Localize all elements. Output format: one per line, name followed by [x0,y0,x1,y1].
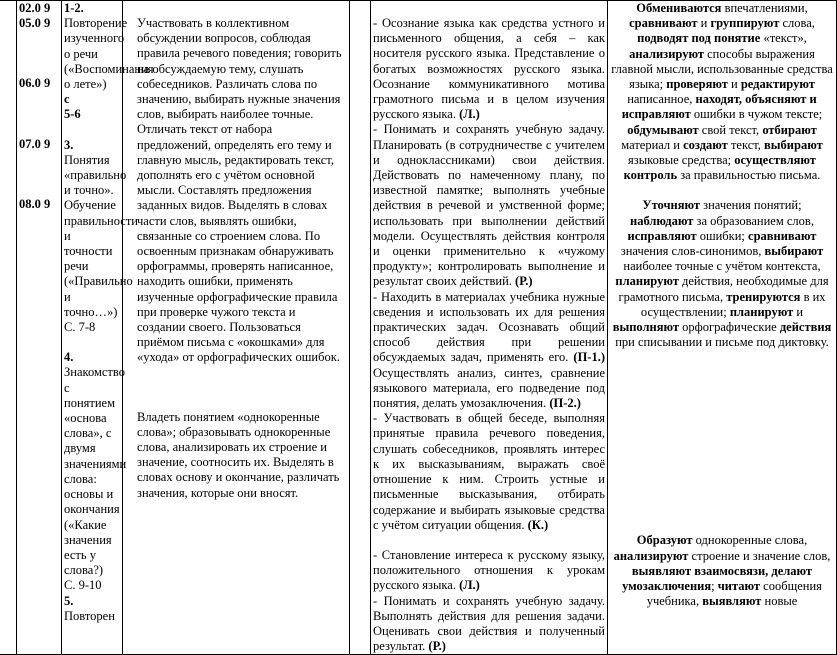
uud-block-3: Образуют однокоренные слова, анализируют строение и значение слов, выявляют взаимосвязи, делают умозаключения; читают сообщения учебника, выявляют новые [613,533,831,609]
date-1: 02.0 9 [19,1,51,15]
topic-4-number: 4. [64,350,74,365]
topic-3-pages: С. 7-8 [64,320,96,335]
topic-4-text: Знакомство с понятием «основа слова», с двумя значениями слова: основы и окончания («Какие значения есть у слова?) [64,365,127,578]
result-cognitive: - Находить в материалах учебника нужные сведения и использовать их для решения практических задач. Осознавать общий способ действия при решении обсуждаемых задач, применять его. (П-1.) Осуществлять анализ, синтез, сравнение языкового материала, его подведение под понятия, делать умозаключения. (П-2.) [373,289,605,411]
activities-cell [123,1,350,655]
uud-block-2: Уточняют значения понятий; наблюдают за образованием слов, исправляют ошибки; сравнивают значения слов-синонимов, выбирают наиболее точные с учётом контекста, планируют действия, необходимые для грамотного письма, тренируются в их осуществлении; планируют и выполняют орфографические действия при списывании и письме под диктовку. [612,198,832,350]
topic-4-pages: С. 9-10 [64,578,102,593]
topic-3-text: Понятия «правильно и точно». Обучение правильности и точности речи («Правильно и точно…») [64,152,138,319]
topic-1-pages-prefix: с [64,92,70,107]
table-row [0,1,837,655]
result-regulatory: - Понимать и сохранять учебную задачу. Планировать (в сотрудничестве с учителем и одноклассниками) свои действия. Действовать по намеченному плану, по известной памятке; выполнять учебные действия в речевой и умственной форме; использовать при выполнении действий модели. Осуществлять действия контроля и оценки применительно к «чужому продукту»; контролировать выполнение и результат своих действий. (Р.) [373,122,605,289]
topic-3-number: 3. [64,137,74,152]
date-2: 05.0 9 [19,16,51,31]
topic-5-number: 5. [64,593,74,608]
result-personal: - Осознание языка как средства устного и письменного общения, а себя – как носителя русского языка. Представление о богатых возможностях русского языка. Осознание коммуникативного мотива грамотного письма и в целом изучения русского языка. (Л.) [373,16,605,122]
row-marker-cell [0,1,17,655]
dates-cell [17,1,62,655]
date-5: 08.0 9 [19,196,51,211]
topic-5-text: Повторен [64,608,115,623]
results-cell [371,1,608,655]
uud-block-1: Обмениваются впечатлениями, сравнивают и группируют слова, подводят под понятие «текст», анализируют способы выражения главной мысли, использованные средства языка; проверяют и редактируют написанное, находят, объясняют и исправляют ошибки в чужом тексте; обдумывают свой текст, отбирают материал и создают текст, выбирают языковые средства; осуществляют контроль за правильностью письма. [611,1,833,183]
topics-cell [62,1,154,655]
result-personal-2: - Становление интереса к русскому языку, положительного отношения к урокам русского языка. (Л.) [373,547,605,593]
result-communicative: - Участвовать в общей беседе, выполняя принятые правила речевого поведения, слушать собеседников, проявлять интерес к их высказываниям, выражать своё отношение к ним. Строить устные и письменные высказывания, отбирать содержание и выбирать языковые средства с учётом ситуации общения. (К.) [373,411,605,532]
date-3: 06.0 9 [19,76,51,91]
topic-1-text: Повторение изученного о речи («Воспоминания о лете») [64,16,154,92]
topic-1-number: 1-2. [64,1,84,15]
result-regulatory-2: - Понимать и сохранять учебную задачу. Выполнять действия для решения задачи. Оценивать свои действия и полученный результат. (Р.) [373,593,605,654]
uud-cell [608,1,837,655]
topic-1-pages: 5-6 [64,107,81,122]
activity-2: Владеть понятием «однокоренные слова»; образовывать однокоренные слова, анализировать их строение и значение, соотносить их. Выделять в словах основу и окончание, различать значения, которые они вносят. [137,409,340,500]
empty-cell [350,1,371,655]
date-4: 07.0 9 [19,136,51,151]
activity-1: Участвовать в коллективном обсуждении вопросов, соблюдая правила речевого поведения; говорить на обсуждаемую тему, слушать собеседников. Различать слова по значению, выбирать нужные значения слов, выбирать наиболее точные. Отличать текст от набора предложений, определять его тему и главную мысль, редактировать текст, дополнять его с учётом основной мысли. Составлять предложения заданных видов. Выделять в словах части слов, выявлять ошибки, связанные со строением слова. По освоенным признакам обнаруживать орфограммы, проверять написанное, находить ошибки, применять изученные орфографические правила при проверке чужого текста и создании своего. Пользоваться приёмом письма с «окошками» для «ухода» от орфографических ошибок. [137,16,342,365]
